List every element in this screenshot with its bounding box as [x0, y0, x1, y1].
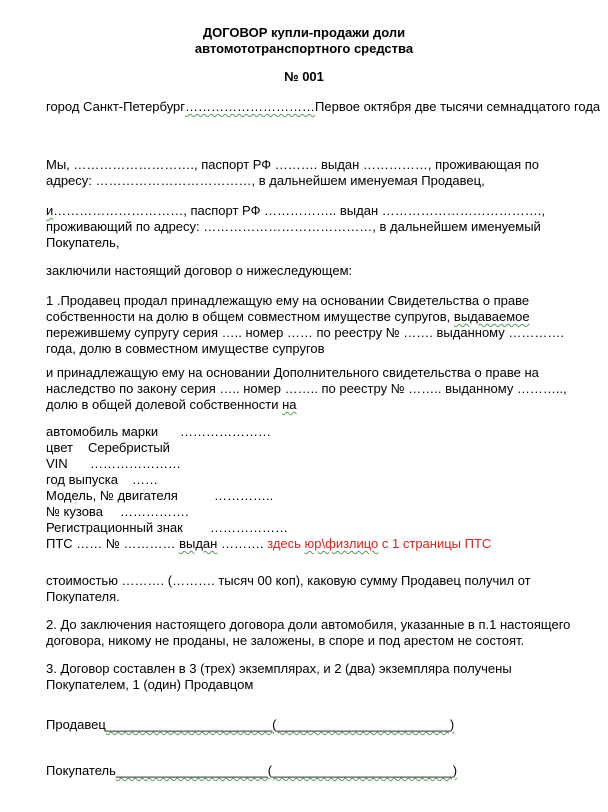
document-title-line1: ДОГОВОР купли-продажи доли [202, 25, 406, 40]
vehicle-make-value: ………………… [180, 424, 271, 439]
clause1-line-2 [46, 309, 530, 325]
city: город Санкт-Петербург [46, 99, 186, 114]
vehicle-engine-label: Модель, № двигателя [46, 488, 178, 503]
contract-date: Первое октября две тысячи семнадцатого года [315, 99, 601, 114]
clause1-line-5: и принадлежащую ему на основании Дополнительного свидетельства о праве на [46, 365, 539, 380]
vehicle-reg-label: Регистрационный знак [46, 520, 183, 535]
clause3-line-2: Покупателем, 1 (один) Продавцом [46, 677, 254, 692]
vehicle-reg-value: ……………… [210, 520, 288, 535]
clause3-line-1: 3. Договор составлен в 3 (трех) экземплярах, и 2 (два) экземпляра получены [46, 661, 512, 676]
buyer-conj: и [46, 203, 54, 218]
price-line-1: стоимостью ………. (………. тысяч 00 коп), каковую сумму Продавец получил от [46, 573, 531, 588]
clause1-line-2-text: собственности на долю в общем совместном имуществе супругов, [46, 309, 454, 324]
clause2-line-2: договора, никому не проданы, не заложены, в споре и под арестом не состоят. [46, 633, 525, 648]
document-number: № 001 [284, 69, 324, 84]
clause1-line-7 [46, 397, 297, 413]
clause1-line-6: наследство по закону серия ….. номер …….. по реестру № …….. выданному ……….., [46, 381, 567, 396]
vehicle-year-value: …… [132, 472, 158, 487]
vehicle-make-label: автомобиль марки [46, 424, 159, 439]
clause2-line-1: 2. До заключения настоящего договора доли автомобиля, указанные в п.1 настоящего [46, 617, 571, 632]
buyer-details: …………………………, паспорт РФ …………….. выдан ………………………………., [53, 203, 545, 218]
buyer-line-1 [46, 203, 545, 219]
clause1-squiggle-word: выдаваемое [453, 309, 530, 324]
clause1-line-3: пережившему супругу серия ….. номер …… по реестру № ……. выданному …………. [46, 325, 564, 340]
vehicle-color-value: Серебристый [88, 440, 170, 455]
intro-text: заключили настоящий договор о нижеследующем: [46, 263, 353, 278]
clause1-line-4: года, долю в совместном имуществе супругов [46, 341, 325, 356]
buyer-line-2: проживающий по адресу: …………………………………, в дальнейшем именуемый [46, 219, 541, 234]
pts-prefix: ПТС …… № ………… [46, 536, 180, 551]
place-date-dots: ………………………… [185, 99, 316, 114]
buyer-signature-row [46, 763, 457, 779]
clause1-line-1: 1 .Продавец продал принадлежащую ему на основании Свидетельства о праве [46, 293, 530, 308]
pts-note-entity: юр\физлицо [304, 536, 379, 551]
clause1-line-7-text: долю в общей долевой собственности [46, 397, 283, 412]
seller-signature-label: Продавец [46, 717, 106, 732]
vehicle-year-row [46, 472, 158, 488]
vehicle-vin-label: VIN [46, 456, 68, 471]
seller-line-1: Мы, ………………………., паспорт РФ ………. выдан ……………, проживающая по [46, 157, 540, 172]
vehicle-make-row [46, 424, 271, 440]
buyer-signature-line: _____________________(_________________________) [115, 763, 458, 778]
pts-note-start: здесь [267, 536, 305, 551]
vehicle-body-value: ……………. [120, 504, 189, 519]
vehicle-year-label: год выпуска [46, 472, 118, 487]
pts-dots: ………. [217, 536, 268, 551]
vehicle-color-label: цвет [46, 440, 73, 455]
vehicle-body-label: № кузова [46, 504, 103, 519]
clause1-line-7-na: на [282, 397, 297, 412]
buyer-line-3: Покупатель, [46, 235, 120, 250]
price-line-2: Покупателя. [46, 589, 120, 604]
vehicle-pts-row [46, 536, 491, 552]
seller-line-2: адресу: ………………………………, в дальнейшем именуемая Продавец, [46, 173, 485, 188]
pts-issued-word: выдан [179, 536, 218, 551]
vehicle-engine-row [46, 488, 273, 504]
vehicle-vin-value: ………………… [90, 456, 181, 471]
vehicle-color-row [46, 440, 170, 456]
pts-note-end: с 1 страницы ПТС [378, 536, 492, 551]
buyer-signature-label: Покупатель [46, 763, 116, 778]
vehicle-body-row [46, 504, 189, 520]
vehicle-reg-row [46, 520, 288, 536]
vehicle-engine-value: ………….. [214, 488, 274, 503]
document-title-line2: автомототранспортного средства [194, 41, 414, 56]
seller-signature-row [46, 717, 454, 733]
vehicle-vin-row [46, 456, 181, 472]
seller-signature-line: _______________________(________________________) [105, 717, 455, 732]
place-date-line [46, 99, 600, 115]
